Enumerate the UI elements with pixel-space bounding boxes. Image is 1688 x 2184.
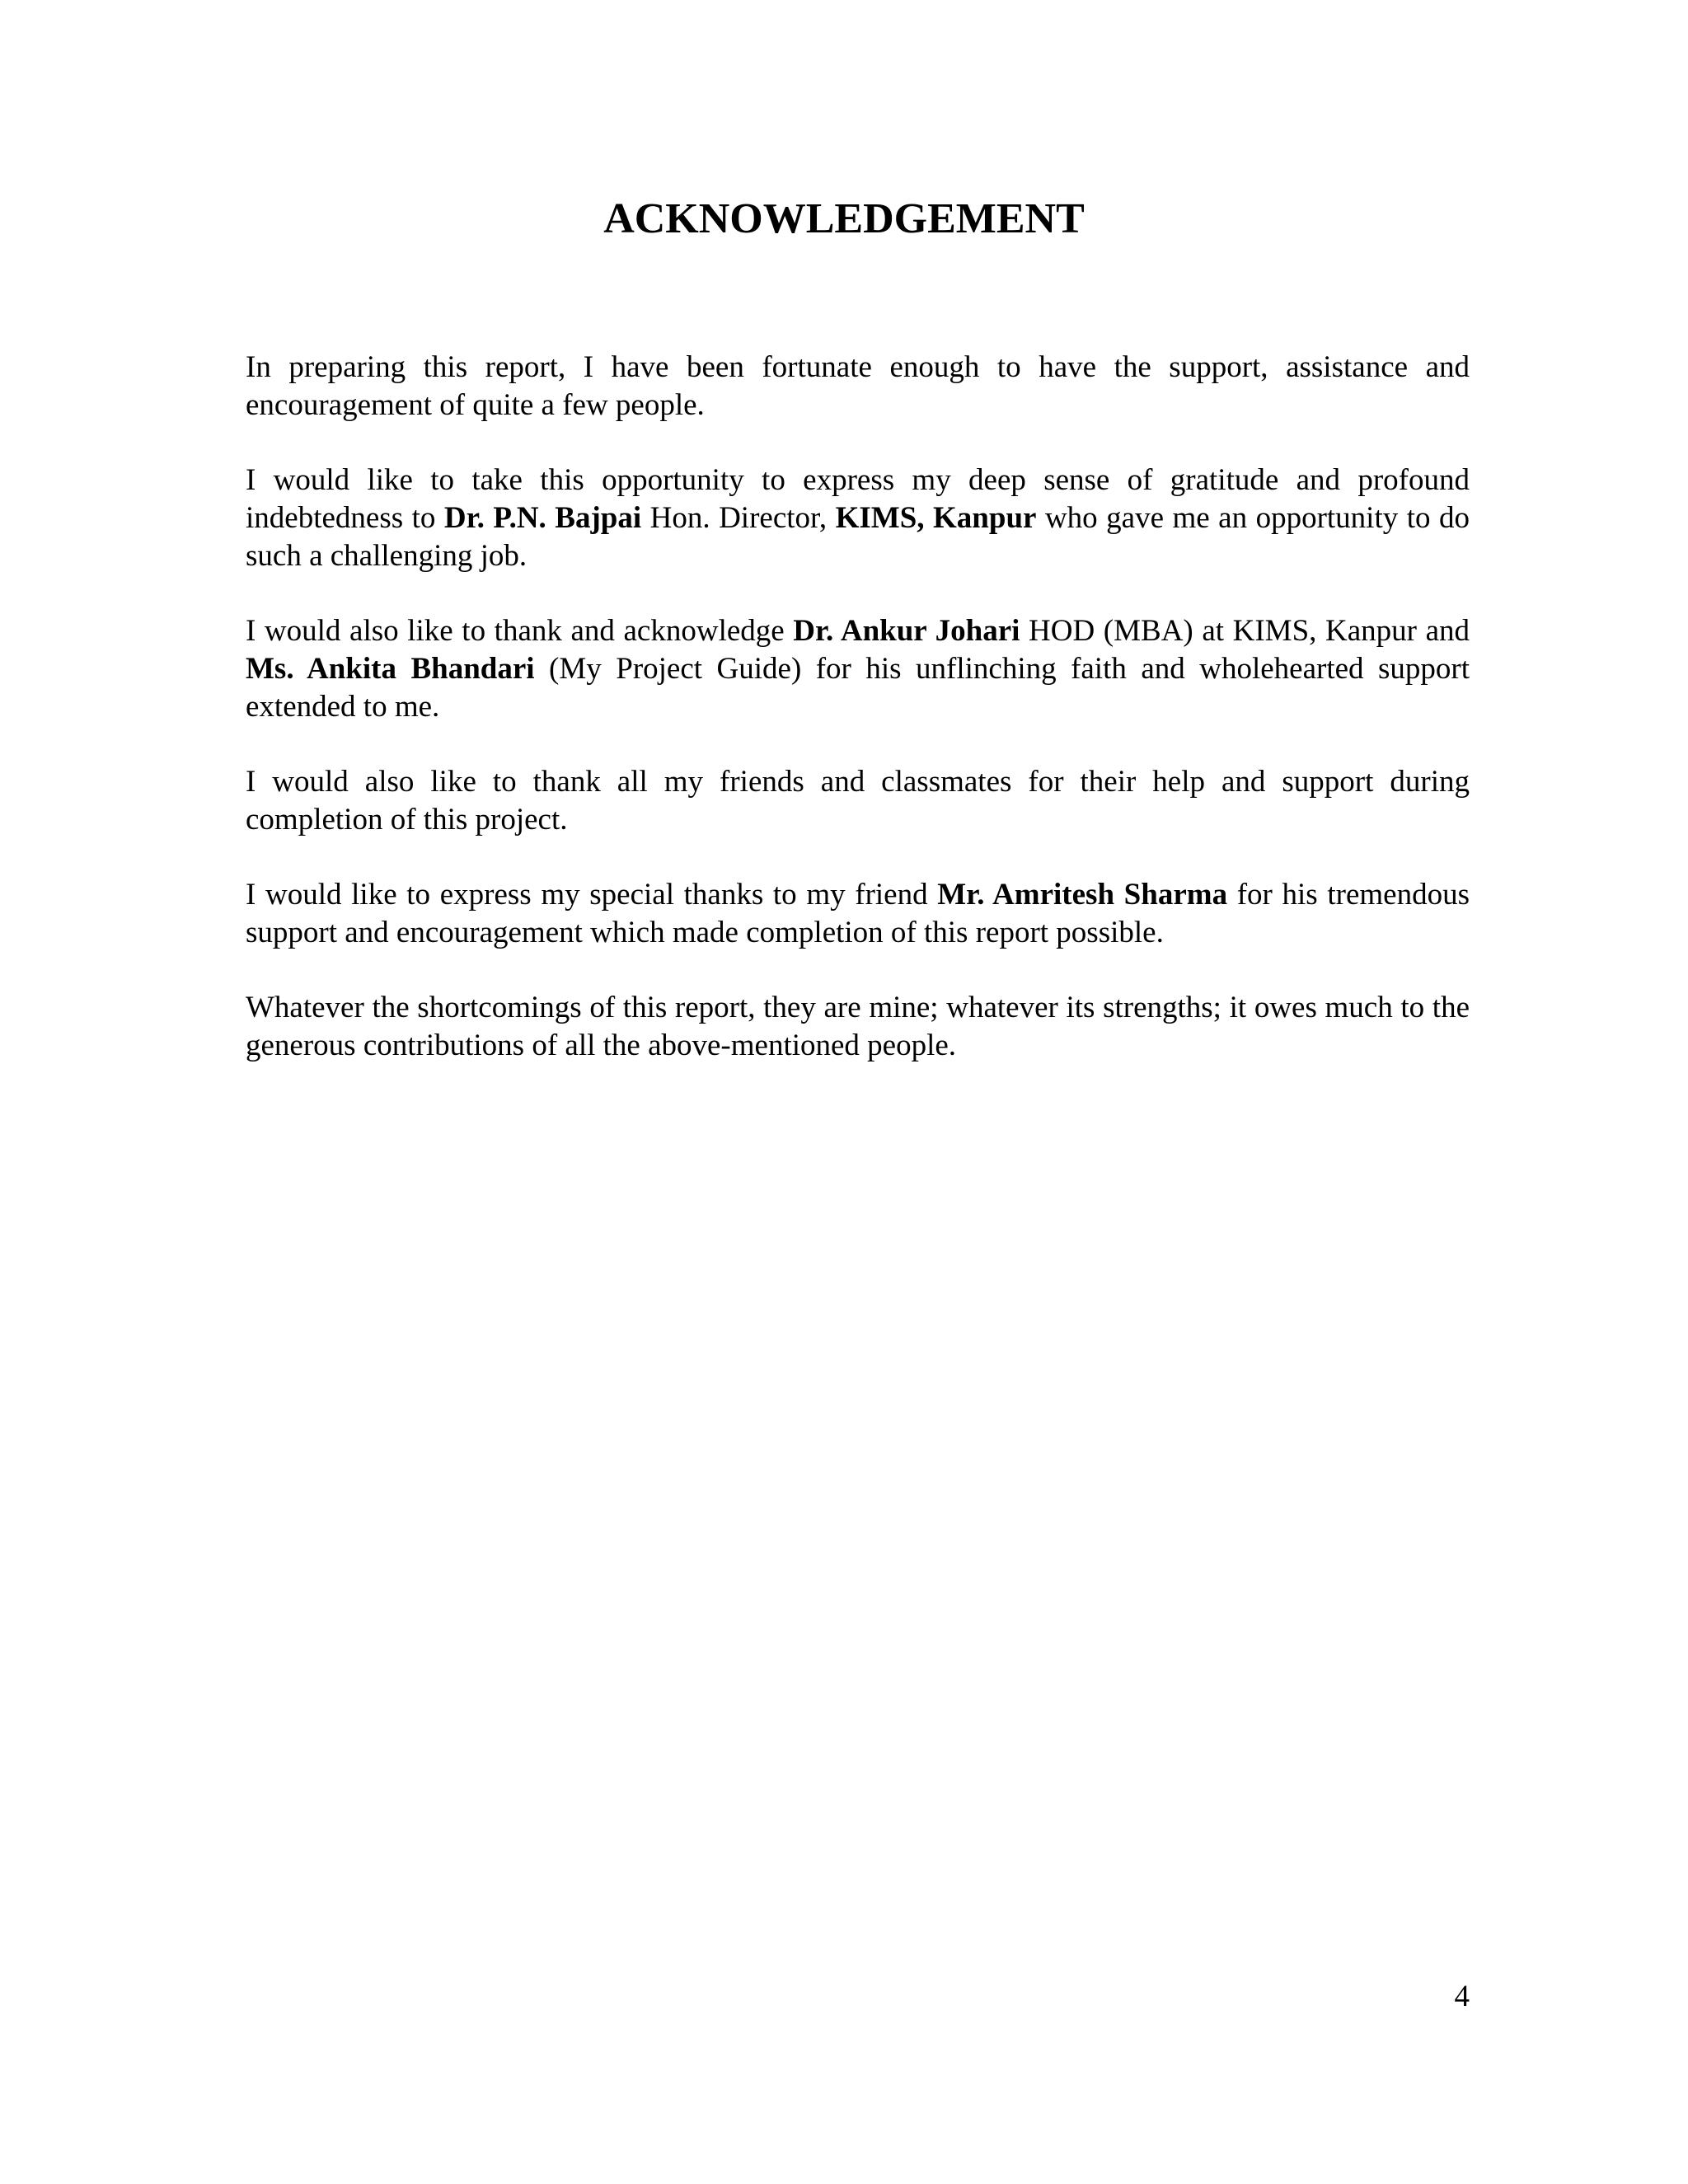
paragraph bbox=[246, 876, 1470, 952]
text-run: Hon. Director, bbox=[641, 501, 836, 535]
acknowledgement-body bbox=[246, 349, 1470, 1102]
name-bold: Mr. Amritesh Sharma bbox=[937, 878, 1228, 912]
paragraph bbox=[246, 462, 1470, 575]
text-run: I would also like to thank all my friends and classmates for their help and support during completion of this project. bbox=[246, 765, 1470, 837]
paragraph bbox=[246, 989, 1470, 1065]
text-run: HOD (MBA) at KIMS, Kanpur and bbox=[1020, 614, 1470, 648]
text-run: (My Project Guide) for his unflinching faith and wholehearted support extended to me. bbox=[246, 652, 1470, 724]
text-run: I would also like to thank and acknowledge bbox=[246, 614, 794, 648]
paragraph bbox=[246, 612, 1470, 726]
institution-bold: KIMS, Kanpur bbox=[835, 501, 1037, 535]
text-run: who gave me an opportunity to do such a challenging job. bbox=[246, 501, 1470, 573]
page-number: 4 bbox=[1454, 1980, 1470, 2013]
name-bold: Ms. Ankita Bhandari bbox=[246, 652, 535, 686]
text-run: for his tremendous support and encouragement which made completion of this report possible. bbox=[246, 878, 1470, 949]
name-bold: Dr. Ankur Johari bbox=[793, 614, 1020, 648]
text-run: I would like to take this opportunity to express my deep sense of gratitude and profound indebtedness to bbox=[246, 463, 1470, 535]
page-title: ACKNOWLEDGEMENT bbox=[603, 195, 1085, 242]
paragraph bbox=[246, 349, 1470, 424]
text-run: I would like to express my special thanks to my friend bbox=[246, 878, 938, 912]
text-run: Whatever the shortcomings of this report, they are mine; whatever its strengths; it owes much to the generous contributions of all the above-mentioned people. bbox=[246, 991, 1470, 1062]
text-run: In preparing this report, I have been fortunate enough to have the support, assistance and encouragement of quite a few people. bbox=[246, 350, 1470, 422]
name-bold: Dr. P.N. Bajpai bbox=[443, 501, 642, 535]
paragraph bbox=[246, 763, 1470, 839]
